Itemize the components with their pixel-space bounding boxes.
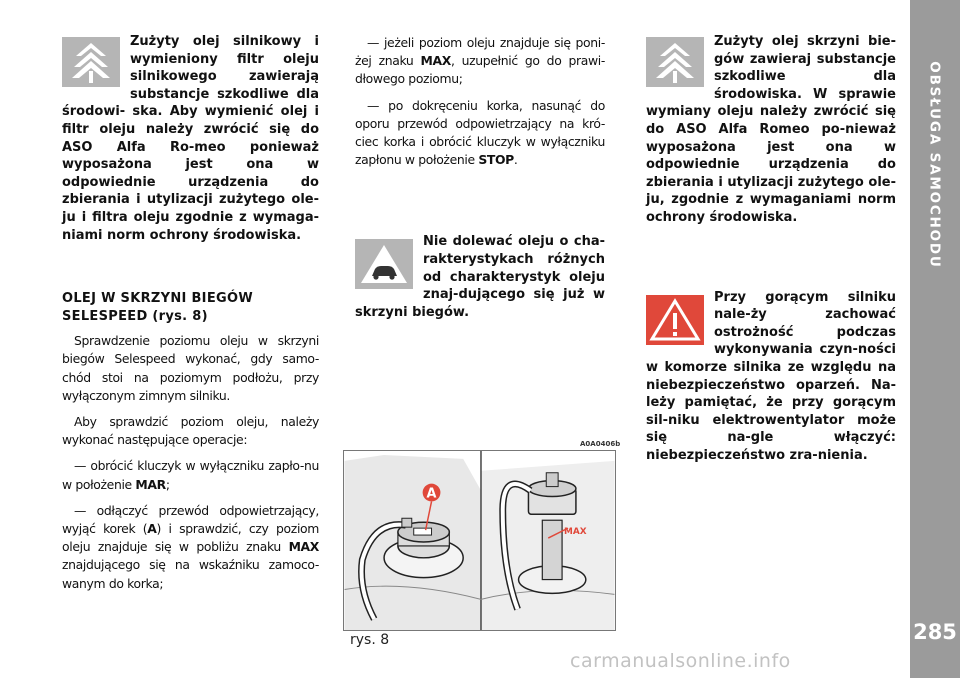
caution-note: Nie dolewać oleju o cha-rakterystykach różnych od charakterystyk oleju znaj-dującego się już w skrzyni biegów. [355,234,605,320]
watermark: carmanualsonline.info [570,650,791,672]
warning-triangle-icon [646,295,704,345]
paragraph-intro: Sprawdzenie poziomu oleju w skrzyni biegów Selespeed wykonać, gdy samo-chód stoi na poziomym podłożu, przy wyłączonym zimnym silniku. [62,333,319,403]
step-reattach: — po dokręceniu korka, nasunąć do oporu przewód odpowietrzający na kró-ciec korka i obrócić kluczyk w wyłączniku zapłonu w położenie STOP. [355,97,605,168]
environment-tree-icon [646,37,704,87]
column-right [646,33,896,464]
column-middle [355,34,605,321]
env-note-engine-oil: Zużyty olej silnikowy i wymieniony filtr oleju silnikowego zawierają substancje szkodliwe dla środowi- ska. Aby wymienić olej i filtr oleju należy zwrócić się do ASO Alfa Ro-meo ponieważ wyposażona jest ona w odpowiednie urządzenia do zbierania i utylizacji zużytego ole-ju i filtra oleju zgodnie z wymaga-niami norm ochrony środowiska. [62,34,320,243]
figure-gearbox-oil [343,450,616,631]
section-heading: OLEJ W SKRZYNI BIEGÓW SELESPEED (rys. 8) [62,291,253,325]
section-title: OBSŁUGA SAMOCHODU [927,61,943,269]
figure-label-a: A [426,486,437,502]
figure-code: A0A0406b [580,440,621,448]
warning-note: Przy gorącym silniku nale-ży zachować ostrożność podczas wykonywania czyn-ności w komorze silnika ze względu na niebezpieczeństwo oparzeń. Na-leży pamiętać, że przy gorącym sil-niku elektrowentylator może się na-gle włączyć: niebezpieczeństwo zra-nienia. [646,289,896,463]
step-check-level: — odłączyć przewód odpowietrzający, wyjąć korek (A) i sprawdzić, czy poziom oleju znajduje się w pobliżu znaku MAX znajdującego się na wskaźniku zamoco-wanym do korka; [62,502,319,591]
step-top-up: — jeżeli poziom oleju znajduje się poni-żej znaku MAX, uzupełnić go do prawi-dłowego poziomu; [355,35,605,87]
page-number: 285 [913,620,957,644]
environment-tree-icon [62,37,120,87]
figure-caption: rys. 8 [350,632,390,648]
column-left [62,33,319,593]
env-note-gearbox-oil: Zużyty olej skrzyni bie-gów zawieraj substancje szkodliwe dla środowiska. W sprawie wymiany oleju należy zwrócić się do ASO Alfa Romeo po-nieważ wyposażona jest ona w odpowiednie urządzenia do zbierania i utylizacji zużytego ole-ju, zgodnie z wymaganiami norm ochrony środowiska. [646,34,896,225]
caution-car-icon [355,239,413,289]
step-ignition-mar: — obrócić kluczyk w wyłączniku zapło-nu w położenie MAR; [62,458,319,492]
paragraph-operations: Aby sprawdzić poziom oleju, należy wykonać następujące operacje: [62,413,319,448]
figure-label-max: MAX [564,527,587,538]
